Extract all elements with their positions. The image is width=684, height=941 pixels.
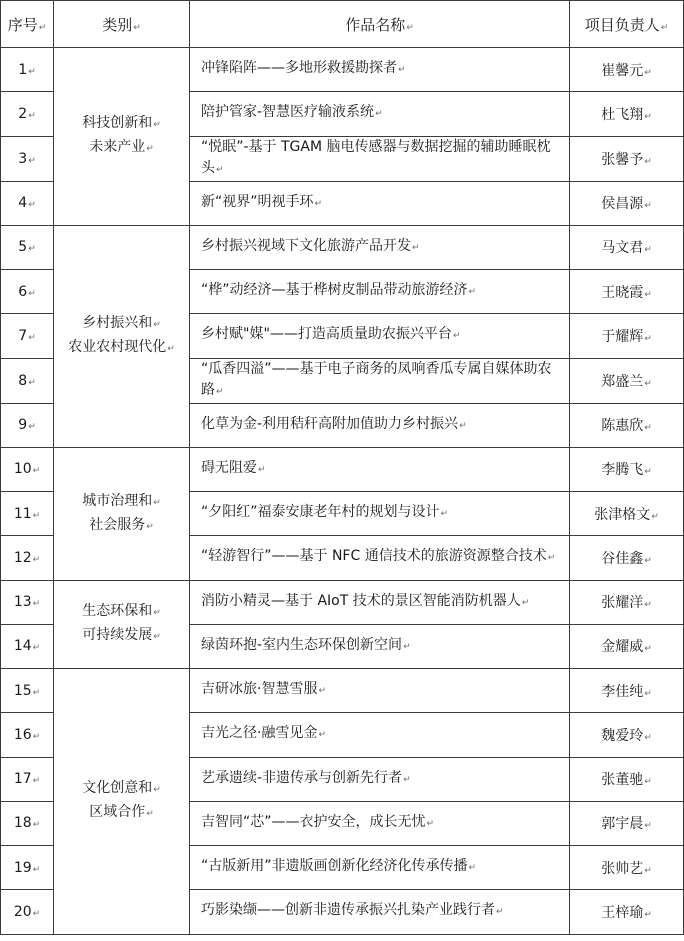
- project-leader: 张帅艺↵: [570, 846, 684, 890]
- row-index: 20↵: [1, 890, 54, 934]
- table-row: [1, 447, 684, 491]
- category-cell: 乡村振兴和↵ 农业农村现代化↵: [54, 225, 190, 447]
- row-index: 5↵: [1, 225, 54, 269]
- project-leader: 张津格文↵: [570, 492, 684, 536]
- row-index: 14↵: [1, 624, 54, 668]
- work-title: 乡村振兴视域下文化旅游产品开发↵: [190, 225, 570, 269]
- row-index: 9↵: [1, 403, 54, 447]
- table-body: [1, 48, 684, 935]
- row-index: 16↵: [1, 713, 54, 757]
- project-leader: 张馨予↵: [570, 136, 684, 181]
- category-cell: 城市治理和↵ 社会服务↵: [54, 447, 190, 580]
- category-cell: 生态环保和↵ 可持续发展↵: [54, 580, 190, 669]
- row-index: 19↵: [1, 846, 54, 890]
- work-title: 吉智同“芯”——衣护安全，成长无忧↵: [190, 801, 570, 845]
- project-leader: 张耀洋↵: [570, 580, 684, 624]
- work-title: 消防小精灵—基于 AIoT 技术的景区智能消防机器人↵: [190, 580, 570, 624]
- row-index: 11↵: [1, 492, 54, 536]
- work-title: “轻游智行”——基于 NFC 通信技术的旅游资源整合技术↵: [190, 536, 570, 580]
- project-leader: 李腾飞↵: [570, 447, 684, 491]
- row-index: 4↵: [1, 181, 54, 225]
- header-leader: 项目负责人↵: [570, 1, 684, 48]
- work-title: “古版新用”非遗版画创新化经济化传承传播↵: [190, 846, 570, 890]
- work-title: 巧影染缬——创新非遗传承振兴扎染产业践行者↵: [190, 890, 570, 934]
- row-index: 10↵: [1, 447, 54, 491]
- row-index: 13↵: [1, 580, 54, 624]
- table-row: [1, 225, 684, 269]
- row-index: 15↵: [1, 669, 54, 713]
- category-cell: 文化创意和↵ 区域合作↵: [54, 669, 190, 935]
- header-work-title: 作品名称↵: [190, 1, 570, 48]
- row-index: 3↵: [1, 136, 54, 181]
- row-index: 12↵: [1, 536, 54, 580]
- header-row: [1, 1, 684, 48]
- table-row: [1, 580, 684, 624]
- work-title: “桦”动经济—基于桦树皮制品带动旅游经济↵: [190, 270, 570, 314]
- work-title: 陪护管家-智慧医疗输液系统↵: [190, 92, 570, 136]
- work-title: 绿茵环抱-室内生态环保创新空间↵: [190, 624, 570, 668]
- header-category: 类别↵: [54, 1, 190, 48]
- work-title: “悦眠”-基于 TGAM 脑电传感器与数据挖掘的辅助睡眠枕头↵: [190, 136, 570, 181]
- work-title: 乡村赋"媒"——打造高质量助农振兴平台↵: [190, 314, 570, 358]
- row-index: 7↵: [1, 314, 54, 358]
- row-index: 1↵: [1, 48, 54, 92]
- row-index: 2↵: [1, 92, 54, 136]
- table-row: [1, 48, 684, 92]
- category-cell: 科技创新和↵ 未来产业↵: [54, 48, 190, 226]
- project-leader: 张董驰↵: [570, 757, 684, 801]
- table-row: [1, 669, 684, 713]
- project-leader: 王梓瑜↵: [570, 890, 684, 934]
- work-title: “夕阳红”福泰安康老年村的规划与设计↵: [190, 492, 570, 536]
- work-title: 碍无阻爱↵: [190, 447, 570, 491]
- work-title: 化草为金-利用秸秆高附加值助力乡村振兴↵: [190, 403, 570, 447]
- project-leader: 谷佳鑫↵: [570, 536, 684, 580]
- project-leader: 杜飞翔↵: [570, 92, 684, 136]
- work-title: 冲锋陷阵——多地形救援勘探者↵: [190, 48, 570, 92]
- project-leader: 郭宇晨↵: [570, 801, 684, 845]
- project-leader: 王晓霞↵: [570, 270, 684, 314]
- work-title: 艺承遗续-非遗传承与创新先行者↵: [190, 757, 570, 801]
- project-leader: 金耀威↵: [570, 624, 684, 668]
- row-index: 18↵: [1, 801, 54, 845]
- project-leader: 郑盛兰↵: [570, 358, 684, 403]
- row-index: 17↵: [1, 757, 54, 801]
- project-leader: 陈惠欣↵: [570, 403, 684, 447]
- work-title: “瓜香四溢”——基于电子商务的凤响香瓜专属自媒体助农路↵: [190, 358, 570, 403]
- project-leader: 魏爱玲↵: [570, 713, 684, 757]
- row-index: 6↵: [1, 270, 54, 314]
- work-title: 吉研冰旅·智慧雪服↵: [190, 669, 570, 713]
- project-leader: 李佳纯↵: [570, 669, 684, 713]
- project-leader: 于耀辉↵: [570, 314, 684, 358]
- project-leader: 崔馨元↵: [570, 48, 684, 92]
- work-title: 新“视界”明视手环↵: [190, 181, 570, 225]
- work-title: 吉光之径·融雪见金↵: [190, 713, 570, 757]
- project-leader: 马文君↵: [570, 225, 684, 269]
- project-leader: 侯昌源↵: [570, 181, 684, 225]
- header-index: 序号↵: [1, 1, 54, 48]
- row-index: 8↵: [1, 358, 54, 403]
